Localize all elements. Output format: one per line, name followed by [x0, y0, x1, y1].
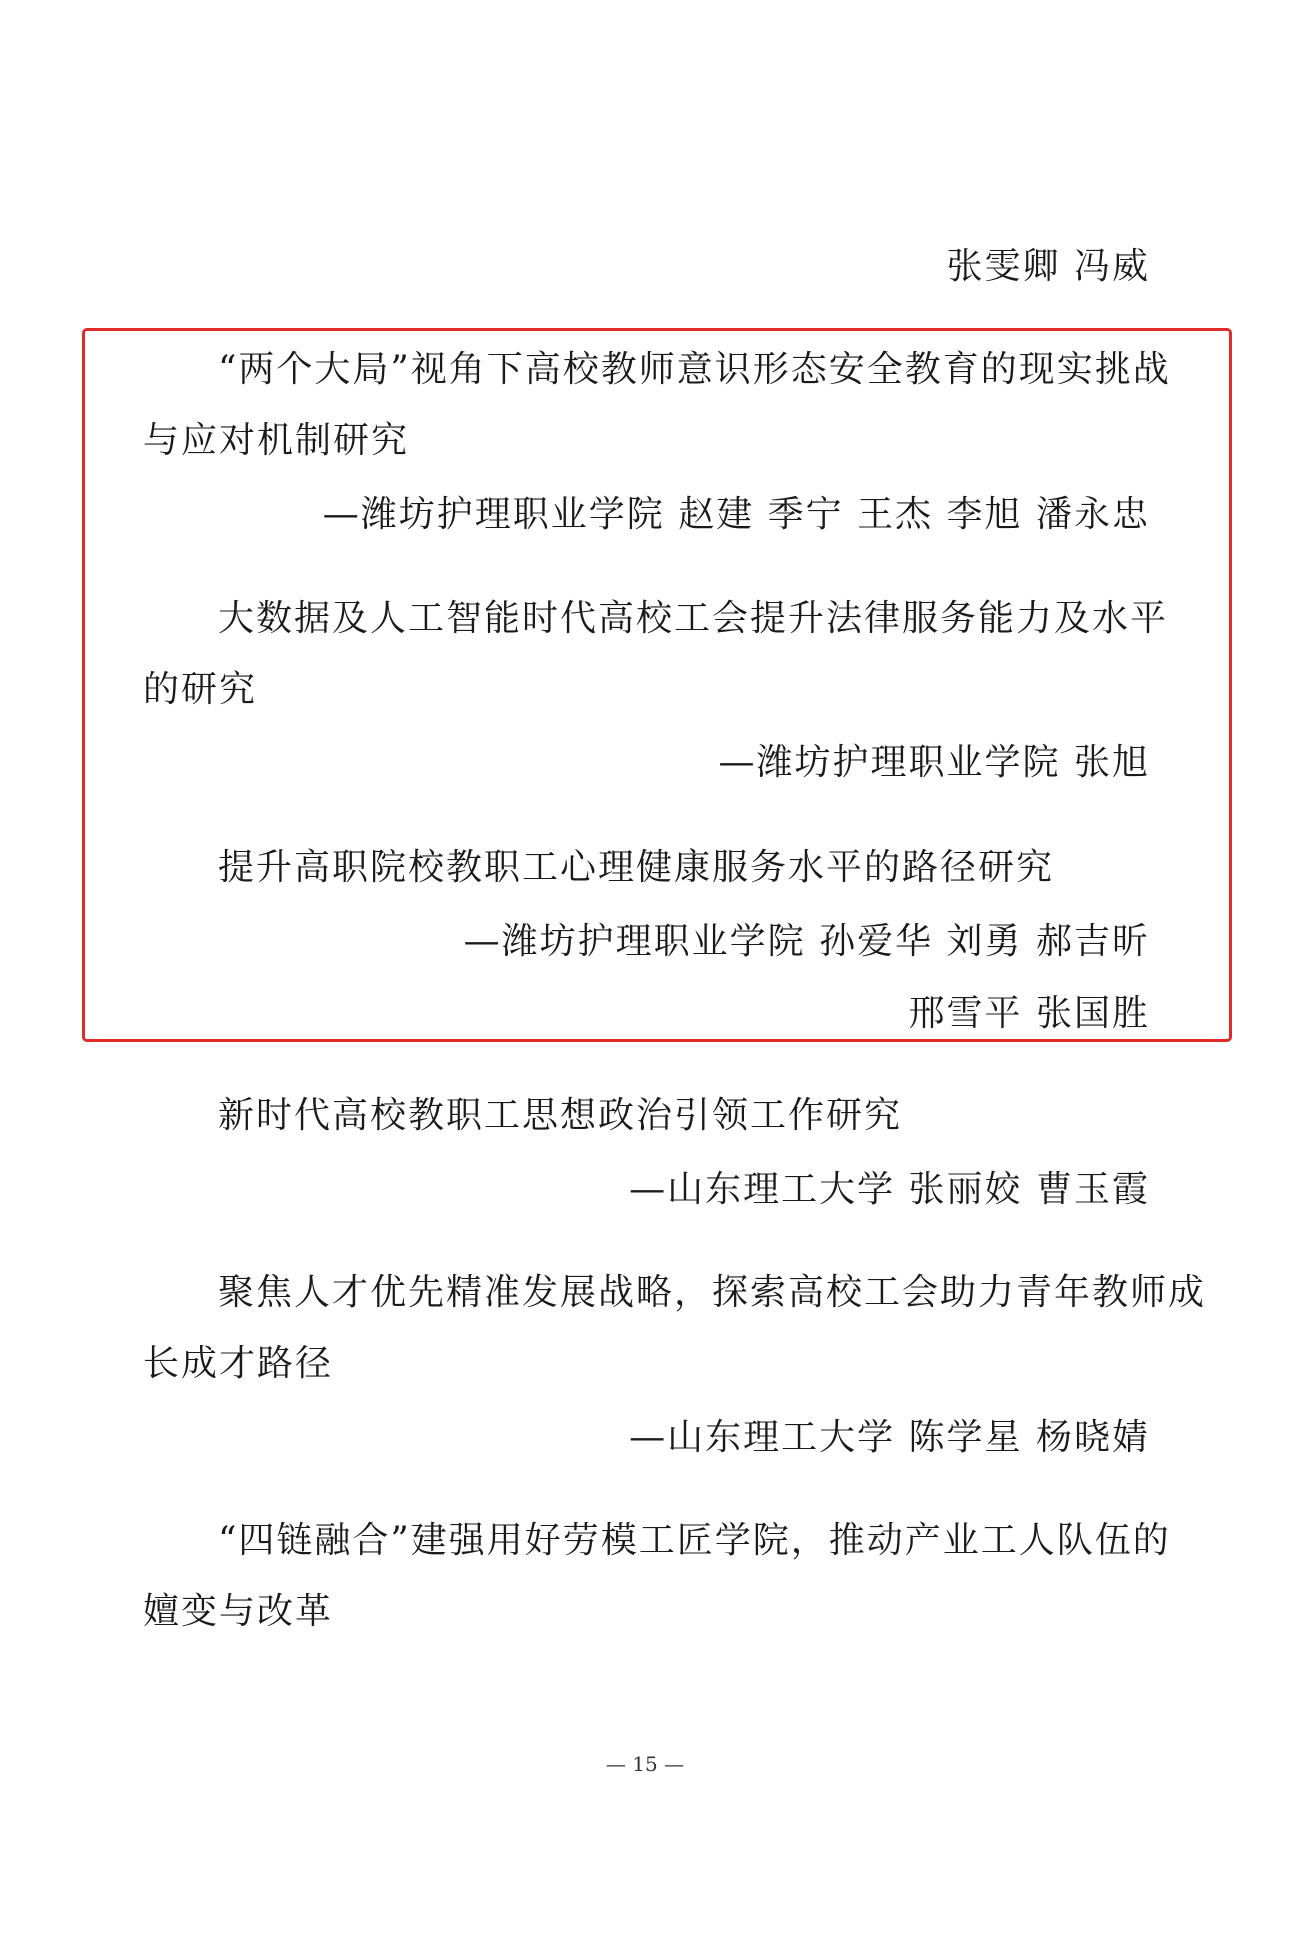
entry-authors: —潍坊护理职业学院 赵建 季宁 王杰 李旭 潘永忠	[322, 494, 1150, 535]
entry-authors: —山东理工大学 张丽姣 曹玉霞	[629, 1169, 1150, 1210]
entry-authors-continuation: 邢雪平 张国胜	[908, 993, 1150, 1034]
page-number: — 15 —	[605, 1752, 685, 1776]
entry-authors: —潍坊护理职业学院 张旭	[718, 742, 1150, 783]
entry-title-continuation: 长成才路径	[143, 1343, 334, 1384]
author-line: 张雯卿 冯威	[946, 246, 1150, 287]
entry-title: 新时代高校教职工思想政治引领工作研究	[218, 1095, 903, 1136]
entry-title: 聚焦人才优先精准发展战略，探索高校工会助力青年教师成	[218, 1272, 1207, 1313]
entry-title-continuation: 嬗变与改革	[143, 1591, 334, 1632]
entry-title-continuation: 的研究	[143, 669, 258, 710]
entry-authors: —潍坊护理职业学院 孙爱华 刘勇 郝吉昕	[463, 921, 1150, 962]
entry-title: 大数据及人工智能时代高校工会提升法律服务能力及水平	[218, 598, 1169, 639]
entry-title-continuation: 与应对机制研究	[143, 420, 410, 461]
entry-title: “四链融合”建强用好劳模工匠学院，推动产业工人队伍的	[218, 1520, 1171, 1561]
entry-authors: —山东理工大学 陈学星 杨晓婧	[629, 1417, 1150, 1458]
entry-title: 提升高职院校教职工心理健康服务水平的路径研究	[218, 847, 1055, 888]
entry-title: “两个大局”视角下高校教师意识形态安全教育的现实挑战	[218, 349, 1171, 390]
